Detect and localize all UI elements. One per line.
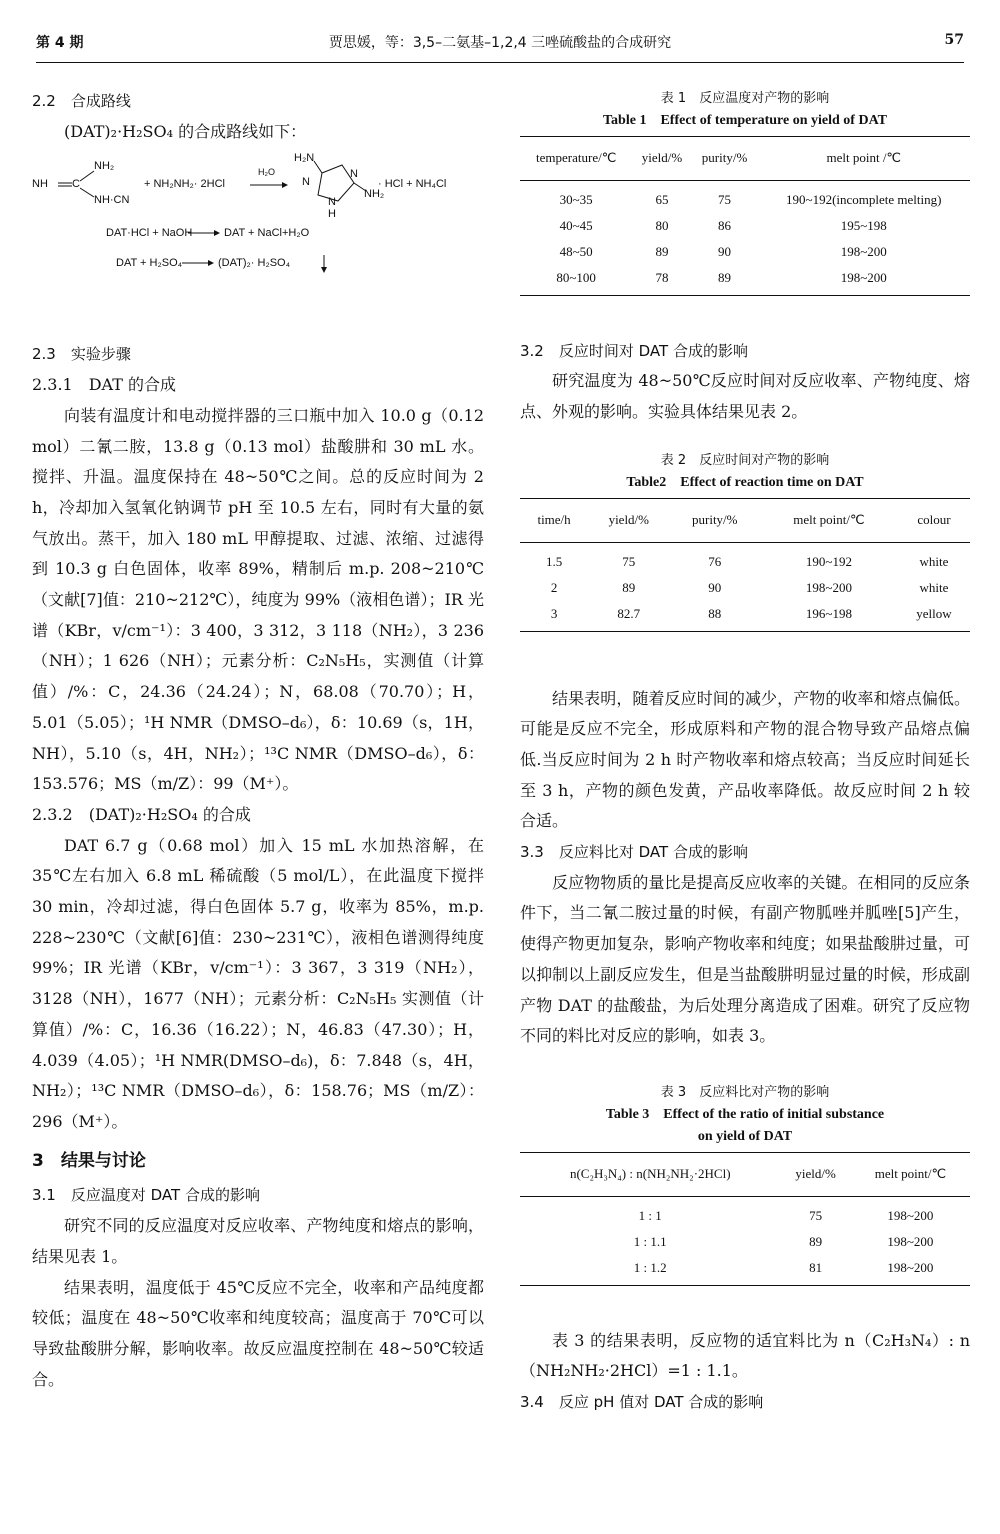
table2-caption-en: Table2 Effect of reaction time on DAT <box>626 474 864 490</box>
table-cell: 90 <box>708 579 722 595</box>
table-cell: 80 <box>655 217 669 233</box>
table-cell: 88 <box>669 601 760 632</box>
table-cell: 89 <box>622 579 636 595</box>
scheme-ring-h2n: H₂N <box>294 152 315 165</box>
table-cell: 65 <box>655 191 669 207</box>
table1 <box>520 136 970 296</box>
table-cell: 198~200 <box>887 1233 934 1249</box>
table2 <box>520 498 970 632</box>
table-cell: 80~100 <box>520 265 632 296</box>
table1-header: purity/% <box>692 137 758 181</box>
section-2-3-1-text: 向装有温度计和电动搅拌器的三口瓶中加入 10.0 g（0.12 mol）二氰二胺，13.8 g（0.13 mol）盐酸肼和 30 mL 水。搅拌、升温。温度保持在 48~50℃之间。总的反应时间为 2 h，冷却加入氢氧化钠调节 pH 至 10.5 左右，同时有大量的氨气放出。蒸干，加入 180 mL 甲醇提取、过滤、浓缩、过滤得到 10.3 g 白色固体，收率 89%，精制后 m.p. 208~210℃（文献[7]值：210~212℃），纯度为 99%（液相色谱）；IR 光谱（KBr，v/cm⁻¹）：3 400，3 312，3 118（NH₂），3 236（NH）；1 626（NH）；元素分析：C₂N₅H₅，实测值（计算值）/%：C，24.36（24.24）；N，68.08（70.70）；H，5.01（5.05）；¹H NMR（DMSO–d₆），δ：10.69（s，1H，NH），5.10（s，4H，NH₂）；¹³C NMR（DMSO–d₆），δ：153.576；MS（m/Z）：99（M⁺）。 <box>32 405 484 794</box>
scheme-ring-h: H <box>328 208 336 221</box>
table-cell: 198~200 <box>840 243 887 259</box>
table-cell: 190~192(incomplete melting) <box>786 191 942 207</box>
running-title: 贾思媛，等：3,5–二氨基–1,2,4 三唑硫酸盐的合成研究 <box>328 35 672 51</box>
scheme-nh2-top: NH₂ <box>94 160 115 173</box>
table2-header: purity/% <box>669 498 760 542</box>
table-row <box>520 265 970 296</box>
table-cell: white <box>919 579 949 595</box>
table-cell: 1.5 <box>545 553 563 569</box>
section-2-3-heading: 2.3 实验步骤 <box>32 345 131 364</box>
table-cell: 196~198 <box>760 601 898 632</box>
table-cell: 75 <box>718 191 732 207</box>
table3 <box>520 1152 970 1286</box>
table2-header: yield/% <box>588 498 669 542</box>
table1-header: temperature/℃ <box>520 137 632 181</box>
table-cell: 198~200 <box>851 1255 970 1286</box>
table-cell: 89 <box>809 1233 823 1249</box>
scheme-line3-left: DAT + H₂SO₄ <box>116 257 183 270</box>
table-row <box>520 239 970 265</box>
table-cell: 1 : 1.2 <box>520 1255 780 1286</box>
scheme-reagent: + NH₂NH₂· 2HCl <box>144 178 225 191</box>
table-cell: 89 <box>655 243 669 259</box>
table-row <box>520 1229 970 1255</box>
running-header <box>36 32 964 60</box>
scheme-ring-nh2: NH₂ <box>364 188 385 201</box>
table-cell: yellow <box>898 601 970 632</box>
scheme-salt: · HCl + NH₄Cl <box>378 178 447 191</box>
table-row <box>520 1255 970 1286</box>
section-2-3-2-text: DAT 6.7 g（0.68 mol）加入 15 mL 水加热溶解，在 35℃左右加入 6.8 mL 稀硫酸（5 mol/L），在此温度下搅拌 30 min，冷却过滤，得白色固体 5.7 g，收率为 85%，m.p. 228~230℃（文献[6]值：230~231℃），液相色谱测得纯度 99%；IR 光谱（KBr，v/cm⁻¹）：3 367，3 319（NH₂），3128（NH），1677（NH）；元素分析：C₂N₅H₅ 实测值（计算值）/%：C，16.36（16.22）；N，46.83（47.30）；H，4.039（4.05）；¹H NMR(DMSO–d₆)，δ：7.848（s，4H，NH₂）；¹³C NMR（DMSO–d₆），δ：158.76；MS（m/Z）：296（M⁺）。 <box>32 835 484 1131</box>
scheme-line3-right: (DAT)₂· H₂SO₄ <box>218 257 291 270</box>
table-row <box>520 575 970 601</box>
table3-header: melt point/℃ <box>851 1152 970 1196</box>
section-3-2-text: 研究温度为 48~50℃反应时间对反应收率、产物纯度、熔点、外观的影响。实验具体结果见表 2。 <box>520 371 970 422</box>
table-cell: 48~50 <box>559 243 593 259</box>
table3-header: yield/% <box>780 1152 850 1196</box>
section-3-3-text: 反应物物质的量比是提高反应收率的关键。在相同的反应条件下，当二氰二胺过量的时候，有副产物胍唑并胍唑[5]产生，使得产物更加复杂，影响产物收率和纯度；如果盐酸肼过量，可以抑制以上副反应发生，但是当盐酸肼明显过量的时候，形成副产物 DAT 的盐酸盐，为后处理分离造成了困难。研究了反应物不同的料比对反应的影响，如表 3。 <box>520 872 970 1046</box>
section-3-4-heading: 3.4 反应 pH 值对 DAT 合成的影响 <box>520 1393 764 1412</box>
section-2-3-1-heading: 2.3.1 DAT 的合成 <box>32 375 176 395</box>
scheme-ring-n1: N <box>302 176 310 189</box>
table-row <box>520 1196 970 1229</box>
table-cell: 2 <box>550 579 558 595</box>
table-cell: 195~198 <box>840 217 887 233</box>
page-number: 57 <box>944 32 964 48</box>
table-cell: 198~200 <box>758 265 970 296</box>
section-2-2-heading: 2.2 合成路线 <box>32 92 131 110</box>
section-3-3-result: 表 3 的结果表明，反应物的适宜料比为 n（C₂H₃N₄）: n（NH₂NH₂·2HCl）=1 : 1.1。 <box>520 1330 970 1381</box>
right-column <box>520 88 970 1418</box>
table1-header: yield/% <box>632 137 691 181</box>
table-row <box>520 542 970 575</box>
scheme-arrow-label: H₂O <box>258 167 275 178</box>
table-cell: 198~200 <box>887 1207 934 1223</box>
table3-caption-en-2: on yield of DAT <box>697 1128 793 1144</box>
section-3-heading: 3 结果与讨论 <box>32 1150 146 1171</box>
table-cell: 78 <box>632 265 691 296</box>
section-2-3-2-heading: 2.3.2 (DAT)₂·H₂SO₄ 的合成 <box>32 804 251 824</box>
table-cell: 86 <box>718 217 732 233</box>
table1-caption-en: Table 1 Effect of temperature on yield of DAT <box>603 113 887 128</box>
header-rule <box>36 62 964 63</box>
section-3-1-heading: 3.1 反应温度对 DAT 合成的影响 <box>32 1186 260 1205</box>
section-3-3-heading: 3.3 反应料比对 DAT 合成的影响 <box>520 843 748 862</box>
table-cell: 3 <box>520 601 588 632</box>
scheme-line2-right: DAT + NaCl+H₂O <box>224 227 310 240</box>
table-cell: 198~200 <box>805 579 852 595</box>
issue-label: 第 4 期 <box>36 35 84 51</box>
table-cell: 82.7 <box>588 601 669 632</box>
scheme-line2-left: DAT·HCl + NaOH <box>106 227 193 240</box>
table3-header: n(C₂H₃N₄) : n(NH₂NH₂·2HCl) <box>520 1152 780 1196</box>
table2-header: time/h <box>520 498 588 542</box>
table2-header: melt point/℃ <box>760 498 898 542</box>
section-3-1-p1: 研究不同的反应温度对反应收率、产物纯度和熔点的影响，结果见表 1。 <box>32 1216 484 1266</box>
section-2-2-intro: (DAT)₂·H₂SO₄ 的合成路线如下： <box>64 121 307 141</box>
scheme-ring-n2: N <box>350 168 358 181</box>
table2-header: colour <box>898 498 970 542</box>
table-row <box>520 601 970 632</box>
scheme-nhcn: NH·CN <box>94 194 130 207</box>
table3-caption-cn: 表 3 反应料比对产物的影响 <box>660 1084 830 1100</box>
table-cell: 75 <box>809 1207 823 1223</box>
left-column <box>32 86 484 1395</box>
table-cell: 89 <box>692 265 758 296</box>
table-cell: white <box>919 553 949 569</box>
section-3-2-result: 结果表明，随着反应时间的减少，产物的收率和熔点偏低。可能是反应不完全，形成原料和产物的混合物导致产品熔点偏低.当反应时间为 2 h 时产物收率和熔点较高；当反应时间延长至 3 h，产物的颜色发黄，产品收率降低。故反应时间 2 h 较合适。 <box>520 688 970 831</box>
table-cell: 76 <box>708 553 722 569</box>
table-cell: 81 <box>780 1255 850 1286</box>
table-row <box>520 213 970 239</box>
table-cell: 90 <box>718 243 732 259</box>
table1-caption-cn: 表 1 反应温度对产物的影响 <box>660 91 830 106</box>
table2-caption-cn: 表 2 反应时间对产物的影响 <box>660 452 830 468</box>
section-3-2-heading: 3.2 反应时间对 DAT 合成的影响 <box>520 341 748 360</box>
table-cell: 75 <box>622 553 636 569</box>
table3-caption-en-1: Table 3 Effect of the ratio of initial substance <box>605 1106 885 1122</box>
scheme-ring-n3: N <box>328 196 336 209</box>
scheme-nh-left: NH <box>32 178 48 191</box>
table-cell: 1 : 1 <box>638 1207 662 1223</box>
table-cell: 1 : 1.1 <box>633 1233 667 1249</box>
table1-header: melt point /℃ <box>758 137 970 181</box>
synthesis-scheme: NH C NH₂ NH·CN + NH₂NH₂· 2HCl H₂O H₂N N N N NH₂ H · HCl + NH₄Cl DAT·HCl + NaOH DAT + NaCl+H₂O DAT + H₂SO₄ (DAT)₂· H₂SO₄ <box>32 151 484 331</box>
table-cell: 190~192 <box>805 553 852 569</box>
table-row <box>520 180 970 213</box>
table-cell: 40~45 <box>559 217 593 233</box>
section-3-1-p2: 结果表明，温度低于 45℃反应不完全，收率和产品纯度都较低；温度在 48~50℃收率和纯度较高；温度高于 70℃可以导致盐酸肼分解，影响收率。故反应温度控制在 48~50℃较适合。 <box>32 1277 484 1389</box>
table-cell: 30~35 <box>559 191 593 207</box>
